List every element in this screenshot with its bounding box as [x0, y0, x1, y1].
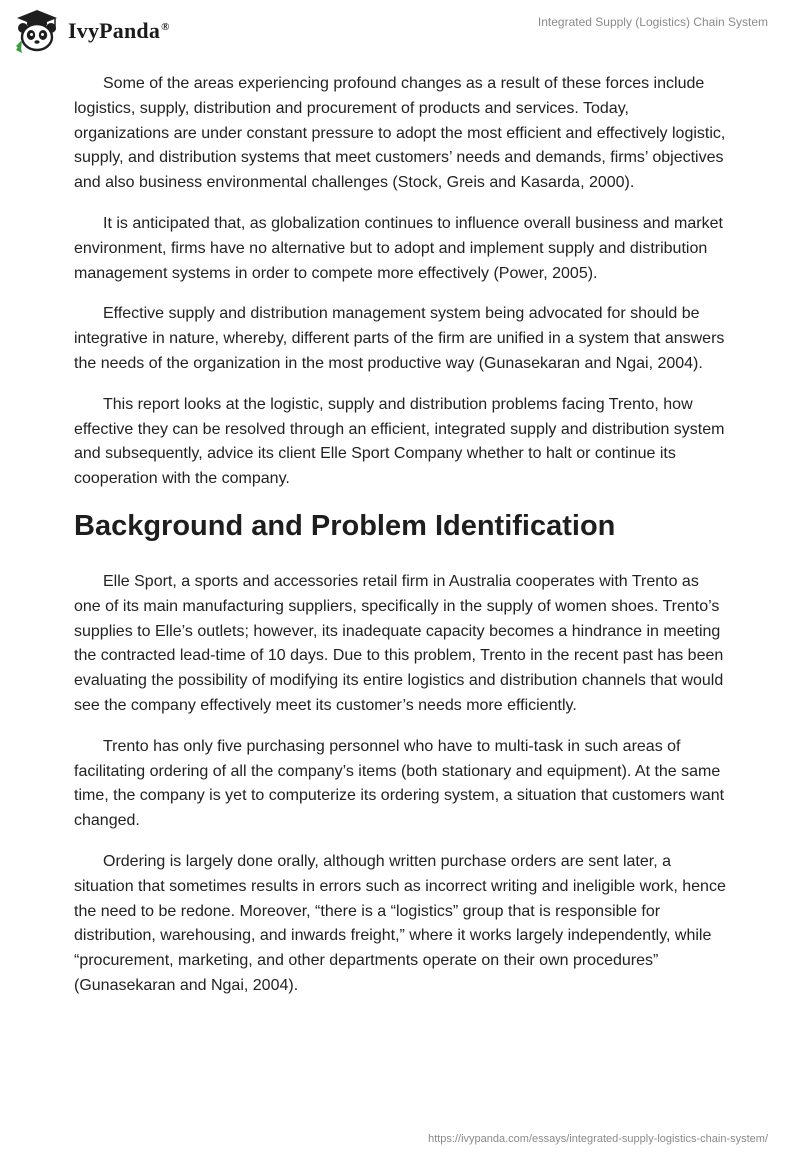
source-url[interactable]: https://ivypanda.com/essays/integrated-supply-logistics-chain-system/ [428, 1133, 768, 1145]
paragraph: Trento has only five purchasing personnel who have to multi-task in such areas of facilitating ordering of all the company’s items (both stationary and equipment). At the same time, the company is yet to computerize its ordering system, a situation that customers want changed. [74, 737, 725, 830]
brand-name: IvyPanda® [68, 18, 170, 43]
brand-logo[interactable] [12, 6, 170, 56]
page-header [0, 0, 800, 66]
paragraph: It is anticipated that, as globalization continues to influence overall business and market environment, firms have no alternative but to adopt and implement supply and distribution management systems in order to compete more effectively (Power, 2005). [74, 214, 723, 282]
paragraph: Some of the areas experiencing profound changes as a result of these forces include logistics, supply, distribution and procurement of products and services. Today, organizations are under constant pressure to adopt the most efficient and effectively logistic, supply, and distribution systems that meet customers’ needs and demands, firms’ objectives and also business environmental challenges (Stock, Greis and Kasarda, 2000). [74, 75, 726, 192]
paragraph: This report looks at the logistic, supply and distribution problems facing Trento, how effective they can be resolved through an efficient, integrated supply and distribution system and subsequently, advice its client Elle Sport Company whether to halt or continue its cooperation with the company. [74, 395, 725, 488]
registered-mark: ® [161, 20, 170, 33]
document-title: Integrated Supply (Logistics) Chain System [537, 15, 768, 29]
panda-graduate-icon [12, 6, 62, 56]
essay-body [74, 72, 726, 1015]
section-heading: Background and Problem Identification [74, 509, 616, 542]
paragraph: Ordering is largely done orally, although written purchase orders are sent later, a situation that sometimes results in errors such as incorrect writing and ineligible work, hence the need to be redone. Moreover, “there is a “logistics” group that is responsible for distribution, warehousing, and inwards freight,” where it works largely independently, while “procurement, marketing, and other departments operate on their own procedures” (Gunasekaran and Ngai, 2004). [74, 852, 726, 994]
paragraph: Elle Sport, a sports and accessories retail firm in Australia cooperates with Trento as one of its main manufacturing suppliers, specifically in the supply of women shoes. Trento’s supplies to Elle’s outlets; however, its inadequate capacity becomes a hindrance in meeting the contracted lead-time of 10 days. Due to this problem, Trento in the recent past has been evaluating the possibility of modifying its entire logistics and distribution channels that would see the company effectively meet its customer’s needs more efficiently. [74, 572, 724, 714]
paragraph: Effective supply and distribution management system being advocated for should be integrative in nature, whereby, different parts of the firm are unified in a system that answers the needs of the organization in the most productive way (Gunasekaran and Ngai, 2004). [74, 305, 725, 372]
